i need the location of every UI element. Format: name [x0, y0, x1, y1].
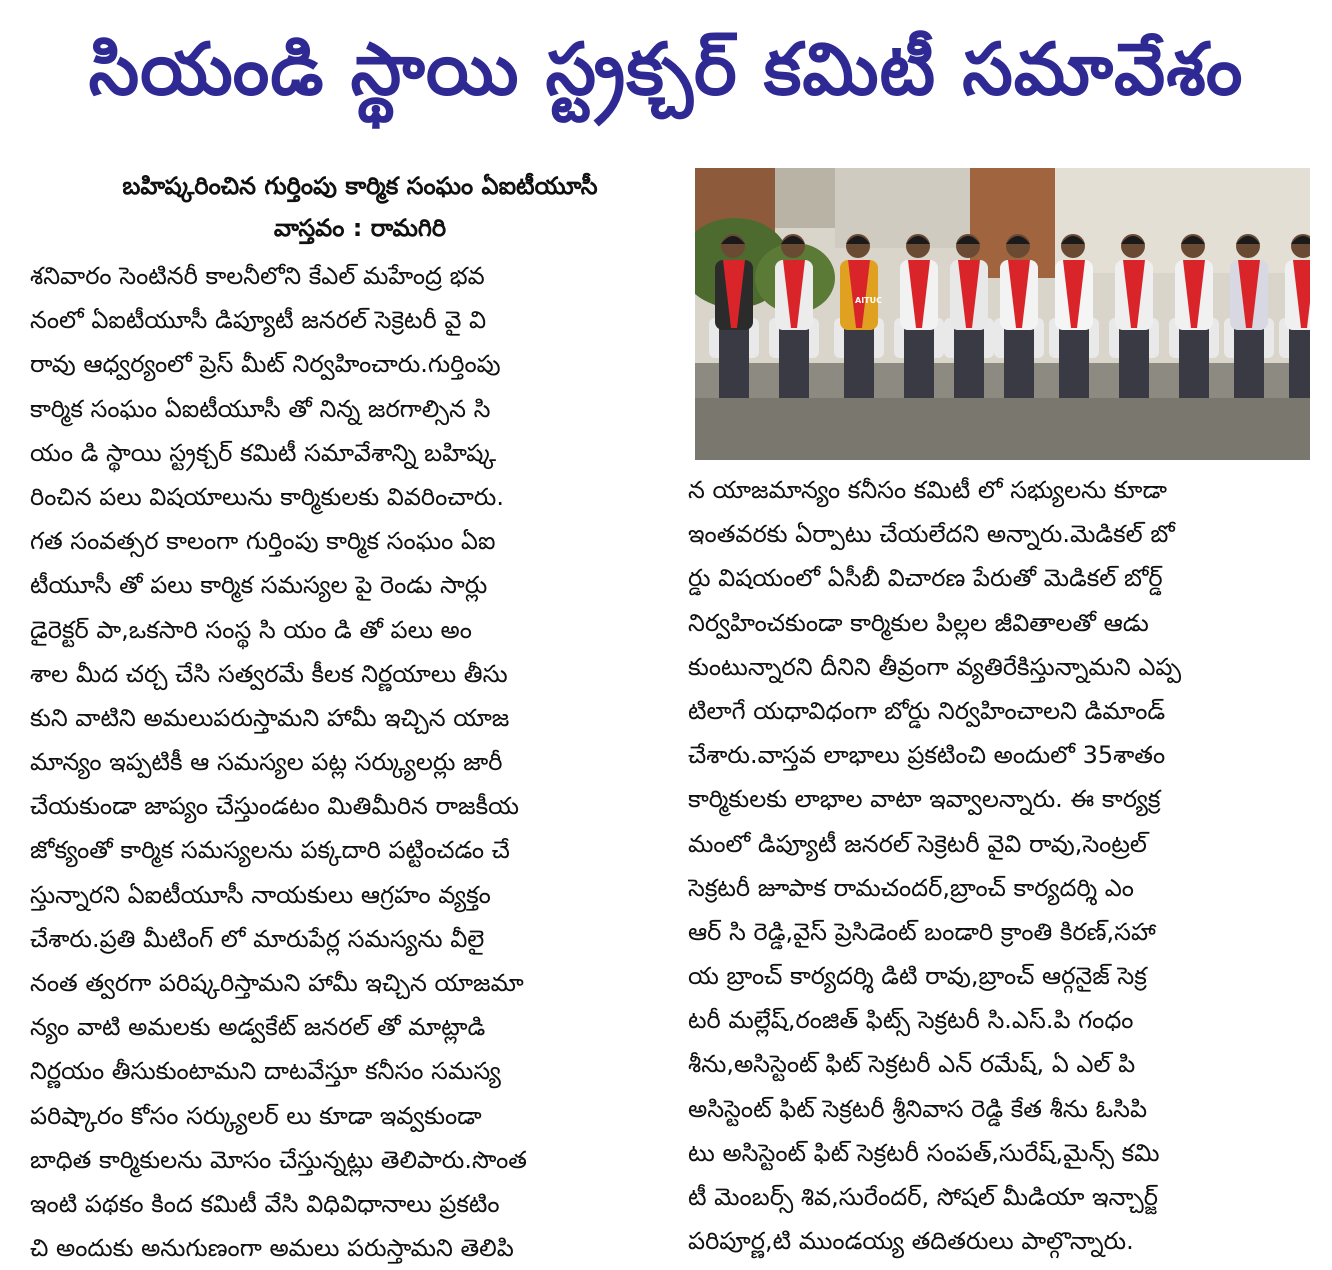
left-column-line: మాన్యం ఇప్పటికీ ఆ సమస్యల పట్ల సర్క్యులర్లు జారీ: [30, 748, 503, 777]
right-column-line: మంలో డిప్యూటీ జనరల్ సెక్రెటరీ వైవి రావు,సెంట్రల్: [688, 829, 1147, 858]
left-column-line: కార్మిక సంఘం ఏఐటీయూసీ తో నిన్న జరగాల్సిన సి: [30, 394, 491, 423]
left-column-line: నిర్ణయం తీసుకుంటామని దాటవేస్తూ కనీసం సమస్య: [30, 1057, 501, 1086]
news-photo: [695, 168, 1310, 460]
right-column-line: అసిస్టెంట్ ఫిట్ సెక్రటరీ శ్రీనివాస రెడ్డి కేత శీను ఓసిపి: [688, 1094, 1148, 1123]
right-column-line: న యాజమాన్యం కనీసం కమిటీ లో సభ్యులను కూడా: [688, 476, 1167, 504]
left-column-line: కుని వాటిని అమలుపరుస్తామని హామీ ఇచ్చిన యాజ: [30, 703, 510, 732]
right-column-line: ఇంతవరకు ఏర్పాటు చేయలేదని అన్నారు.మెడికల్ బో: [688, 520, 1175, 549]
left-column-line: చేయకుండా జాప్యం చేస్తుండటం మితిమీరిన రాజకీయ: [30, 792, 519, 821]
left-column-line: బాధిత కార్మికులను మోసం చేస్తున్నట్లు తెలిపారు.సొంత: [30, 1145, 527, 1174]
headline: సియండి స్థాయి స్ట్రక్చర్ కమిటీ సమావేశం: [88, 27, 1244, 111]
article-left-column: [30, 254, 670, 1270]
right-column-line: కార్మికులకు లాభాల వాటా ఇవ్వాలన్నారు. ఈ కార్యక్ర: [688, 785, 1161, 814]
right-column-line: ఆర్ సి రెడ్డి,వైస్ ప్రెసిడెంట్ బండారి క్రాంతి కిరణ్,సహా: [688, 917, 1156, 946]
article-right-column: [688, 468, 1316, 1263]
left-column-line: నంలో ఏఐటీయూసీ డిప్యూటీ జనరల్ సెక్రెటరీ వై వి: [30, 306, 487, 335]
left-column-line: గత సంవత్సర కాలంగా గుర్తింపు కార్మిక సంఘం ఏఐ: [30, 527, 496, 556]
left-column-line: న్యం వాటి అమలకు అడ్వకేట్ జనరల్ తో మాట్లాడి: [30, 1013, 486, 1042]
left-column-line: ఇంటి పథకం కింద కమిటీ వేసి విధివిధానాలు ప్రకటిం: [30, 1189, 500, 1218]
right-column-line: టిలాగే యధావిధంగా బోర్డు నిర్వహించాలని డిమాండ్: [688, 696, 1166, 725]
subheading-line-2: వాస్తవం : రామగిరి: [273, 214, 447, 242]
right-column-line: కుంటున్నారని దీనిని తీవ్రంగా వ్యతిరేకిస్తున్నామని ఎప్ప: [688, 652, 1182, 681]
right-column-line: ర్డు విషయంలో ఏసీబీ విచారణ పేరుతో మెడికల్ బోర్డ్: [688, 564, 1163, 593]
right-column-line: పరిపూర్ణ,టి ముండయ్య తదితరులు పాల్గొన్నారు.: [688, 1227, 1134, 1256]
left-column-line: టీయూసీ తో పలు కార్మిక సమస్యల పై రెండు సార్లు: [30, 571, 488, 600]
right-column-line: శీను,అసిస్టెంట్ ఫిట్ సెక్రటరీ ఎన్ రమేష్, ఏ ఎల్ పి: [688, 1050, 1136, 1079]
left-column-line: రించిన పలు విషయాలును కార్మికులకు వివరించారు.: [30, 482, 504, 511]
right-column-line: య బ్రాంచ్ కార్యదర్శి డిటి రావు,బ్రాంచ్ ఆర్గనైజ్ సెక్ర: [688, 962, 1147, 991]
group-photo-illustration: [695, 168, 1310, 460]
subheading-line-1: బహిష్కరించిన గుర్తింపు కార్మిక సంఘం ఏఐటీయూసీ: [122, 172, 598, 200]
left-column-line: జోక్యంతో కార్మిక సమస్యలను పక్కదారి పట్టించడం చే: [30, 836, 510, 865]
right-column-line: టు అసిస్టెంట్ ఫిట్ సెక్రటరీ సంపత్,సురేష్,మైన్స్ కమి: [688, 1138, 1160, 1167]
left-column-line: స్తున్నారని ఏఐటీయూసీ నాయకులు ఆగ్రహం వ్యక్తం: [30, 880, 491, 909]
left-column-line: చి అందుకు అనుగుణంగా అమలు పరుస్తామని తెలిపి: [30, 1234, 514, 1263]
left-column-line: రావు ఆధ్వర్యంలో ప్రెస్ మీట్ నిర్వహించారు.గుర్తింపు: [30, 350, 501, 379]
left-column-line: డైరెక్టర్ పా,ఒకసారి సంస్థ సి యం డి తో పలు అం: [30, 615, 472, 644]
left-column-line: పరిష్కారం కోసం సర్క్యులర్ లు కూడా ఇవ్వకుండా: [30, 1101, 482, 1130]
right-column-line: చేశారు.వాస్తవ లాభాలు ప్రకటించి అందులో 35శాతం: [688, 741, 1166, 770]
left-column-line: చేశారు.ప్రతి మీటింగ్ లో మారుపేర్ల సమస్యను వీలై: [30, 924, 485, 953]
left-column-line: యం డి స్థాయి స్ట్రక్చర్ కమిటీ సమావేశాన్ని బహిష్క: [30, 438, 497, 467]
right-column-line: టరీ మల్లేష్,రంజిత్ ఫిట్స్ సెక్రటరీ సి.ఎస్.పి గంధం: [688, 1006, 1134, 1035]
left-column-line: శాల మీద చర్చ చేసి సత్వరమే కీలక నిర్ణయాలు తీసు: [30, 659, 508, 688]
right-column-line: టీ మెంబర్స్ శివ,సురేందర్, సోషల్ మీడియా ఇన్చార్జ్: [688, 1183, 1158, 1211]
sash-text: AITUC: [855, 296, 882, 305]
left-column-line: శనివారం సెంటినరీ కాలనీలోని కేఎల్ మహేంద్ర భవ: [30, 262, 485, 290]
left-column-line: నంత త్వరగా పరిష్కరిస్తామని హామీ ఇచ్చిన యాజమా: [30, 969, 524, 997]
right-column-line: నిర్వహించకుండా కార్మికుల పిల్లల జీవితాలతో ఆడు: [688, 608, 1149, 637]
right-column-line: సెక్రటరీ జూపాక రామచందర్,బ్రాంచ్ కార్యదర్శి ఎం: [688, 873, 1134, 902]
